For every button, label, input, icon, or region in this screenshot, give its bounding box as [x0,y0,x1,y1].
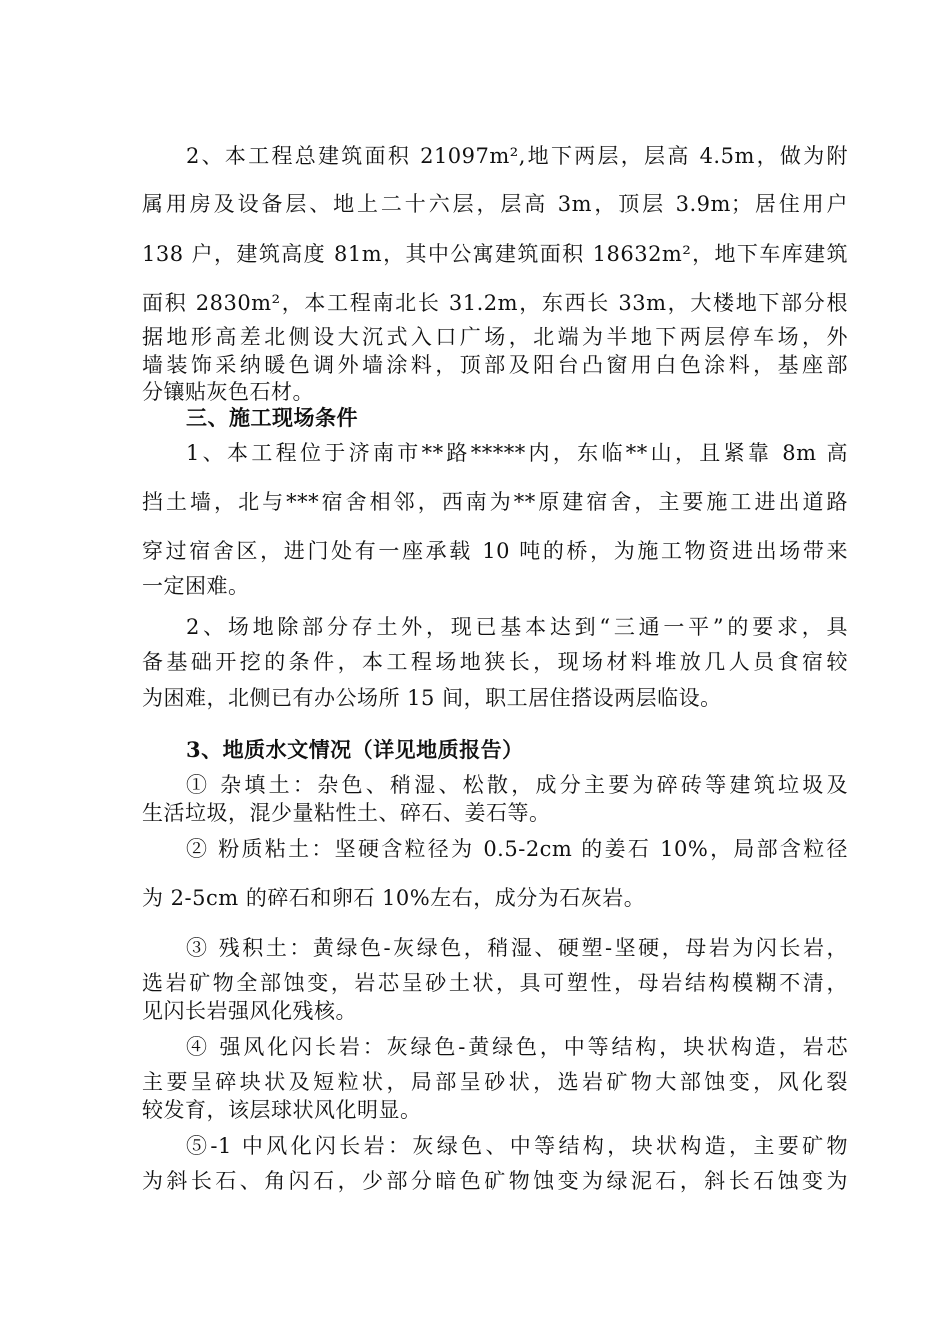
text-line: 穿过宿舍区，进门处有一座承载 10 吨的桥，为施工物资进出场带来 [142,539,848,563]
text-line: 属用房及设备层、地上二十六层，层高 3m，顶层 3.9m；居住用户 [142,192,848,216]
text-line: 墙装饰采纳暖色调外墙涂料，顶部及阳台凸窗用白色涂料，基座部 [142,353,848,377]
text-line: 较发育，该层球状风化明显。 [142,1098,422,1122]
text-line: ① 杂填土：杂色、稍湿、松散，成分主要为碎砖等建筑垃圾及 [186,773,848,797]
text-line: 分镶贴灰色石材。 [142,380,314,404]
text-line: 1、本工程位于济南市**路*****内，东临**山，且紧靠 8m 高 [186,441,848,465]
subsection-heading: 3、地质水文情况（详见地质报告） [186,737,524,762]
text-line: 主要呈碎块状及短粒状，局部呈砂状，选岩矿物大部蚀变，风化裂 [142,1070,848,1094]
text-line: 为 2-5cm 的碎石和卵石 10%左右，成分为石灰岩。 [142,886,646,910]
text-line: 一定困难。 [142,574,250,598]
text-line: 备基础开挖的条件，本工程场地狭长，现场材料堆放几人员食宿较 [142,650,848,674]
text-line: 选岩矿物全部蚀变，岩芯呈砂土状，具可塑性，母岩结构模糊不清， [142,971,848,995]
text-line: ⑤-1 中风化闪长岩：灰绿色、中等结构，块状构造，主要矿物 [186,1134,848,1158]
text-line: ② 粉质粘土：坚硬含粒径为 0.5-2cm 的姜石 10%，局部含粒径 [186,837,848,861]
text-line: 挡土墙，北与***宿舍相邻，西南为**原建宿舍，主要施工进出道路 [142,490,848,514]
text-line: 138 户，建筑高度 81m，其中公寓建筑面积 18632m²，地下车库建筑 [142,242,848,266]
text-line: 面积 2830m²，本工程南北长 31.2m，东西长 33m，大楼地下部分根 [142,291,848,315]
text-line: 2、场地除部分存土外，现已基本达到“三通一平”的要求，具 [186,615,848,639]
text-line: 见闪长岩强风化残核。 [142,999,357,1023]
text-line: ④ 强风化闪长岩：灰绿色-黄绿色，中等结构，块状构造，岩芯 [186,1035,848,1059]
text-line: 为困难，北侧已有办公场所 15 间，职工居住搭设两层临设。 [142,686,722,710]
text-line: 为斜长石、角闪石，少部分暗色矿物蚀变为绿泥石，斜长石蚀变为 [142,1169,848,1193]
text-line: 生活垃圾，混少量粘性土、碎石、姜石等。 [142,801,551,825]
section-heading: 三、施工现场条件 [186,405,358,430]
text-line: ③ 残积土：黄绿色-灰绿色，稍湿、硬塑-坚硬，母岩为闪长岩， [186,936,848,960]
text-line: 据地形高差北侧设大沉式入口广场，北端为半地下两层停车场，外 [142,325,848,349]
text-line: 2、本工程总建筑面积 21097m²,地下两层，层高 4.5m，做为附 [186,144,848,168]
